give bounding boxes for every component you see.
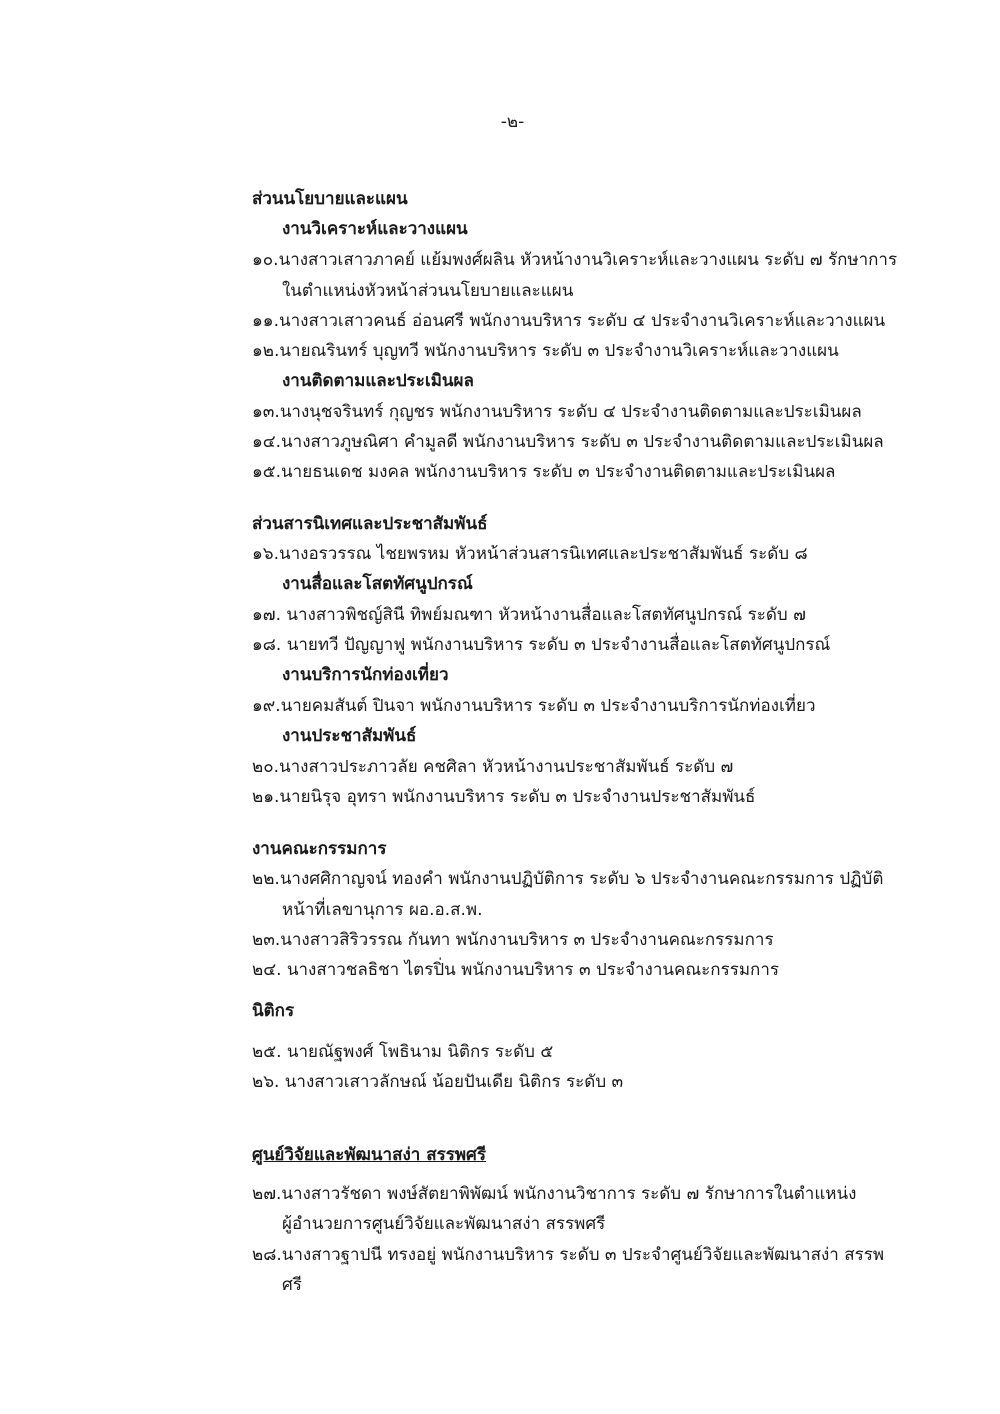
list-item-28-continued: ศรี — [282, 1275, 302, 1295]
page-number: -๒- — [500, 112, 525, 132]
list-item-22-continued: หน้าที่เลขานุการ ผอ.อ.ส.พ. — [282, 900, 483, 920]
list-item-23: ๒๓.นางสาวสิริวรรณ กันทา พนักงานบริหาร ๓ ประจำงานคณะกรรมการ — [252, 930, 774, 950]
list-item-10: ๑๐.นางสาวเสาวภาคย์ แย้มพงศ์ผลิน หัวหน้างานวิเคราะห์และวางแผน ระดับ ๗ รักษาการ — [252, 250, 898, 270]
section-heading-information-pr: ส่วนสารนิเทศและประชาสัมพันธ์ — [252, 514, 488, 534]
list-item-19: ๑๙.นายคมสันต์ ปินจา พนักงานบริหาร ระดับ ๓ ประจำงานบริการนักท่องเที่ยว — [252, 696, 816, 716]
list-item-10-continued: ในตำแหน่งหัวหน้าส่วนนโยบายและแผน — [282, 281, 574, 301]
list-item-13: ๑๓.นางนุชจรินทร์ กุญชร พนักงานบริหาร ระดับ ๔ ประจำงานติดตามและประเมินผล — [252, 402, 862, 422]
list-item-28: ๒๘.นางสาวฐาปนี ทรงอยู่ พนักงานบริหาร ระดับ ๓ ประจำศูนย์วิจัยและพัฒนาสง่า สรรพ — [252, 1245, 885, 1265]
list-item-14: ๑๔.นางสาวภูษณิศา คำมูลดี พนักงานบริหาร ระดับ ๓ ประจำงานติดตามและประเมินผล — [252, 432, 884, 452]
subsection-heading-analysis-planning: งานวิเคราะห์และวางแผน — [282, 219, 468, 239]
list-item-12: ๑๒.นายณรินทร์ บุญทวี พนักงานบริหาร ระดับ ๓ ประจำงานวิเคราะห์และวางแผน — [252, 341, 839, 361]
list-item-17: ๑๗. นางสาวพิชญ์สินี ทิพย์มณฑา หัวหน้างานสื่อและโสตทัศนูปกรณ์ ระดับ ๗ — [252, 605, 806, 625]
list-item-24: ๒๔. นางสาวชลธิชา ไตรปิ่น พนักงานบริหาร ๓ ประจำงานคณะกรรมการ — [252, 960, 780, 980]
list-item-27: ๒๗.นางสาวรัชดา พงษ์สัตยาพิพัฒน์ พนักงานวิชาการ ระดับ ๗ รักษาการในตำแหน่ง — [252, 1184, 857, 1204]
list-item-21: ๒๑.นายนิรุจ อุทรา พนักงานบริหาร ระดับ ๓ ประจำงานประชาสัมพันธ์ — [252, 787, 756, 807]
section-heading-policy-planning: ส่วนนโยบายและแผน — [252, 189, 408, 209]
list-item-22: ๒๒.นางศศิกาญจน์ ทองคำ พนักงานปฏิบัติการ ระดับ ๖ ประจำงานคณะกรรมการ ปฏิบัติ — [252, 869, 884, 889]
list-item-18: ๑๘. นายทวี ปัญญาฟู พนักงานบริหาร ระดับ ๓ ประจำงานสื่อและโสตทัศนูปกรณ์ — [252, 635, 831, 655]
list-item-15: ๑๕.นายธนเดช มงคล พนักงานบริหาร ระดับ ๓ ประจำงานติดตามและประเมินผล — [252, 462, 836, 482]
subsection-heading-monitoring-evaluation: งานติดตามและประเมินผล — [282, 371, 474, 391]
list-item-11: ๑๑.นางสาวเสาวคนธ์ อ่อนศรี พนักงานบริหาร ระดับ ๔ ประจำงานวิเคราะห์และวางแผน — [252, 311, 886, 331]
section-heading-committee: งานคณะกรรมการ — [252, 839, 387, 859]
list-item-20: ๒๐.นางสาวประภาวลัย คชศิลา หัวหน้างานประชาสัมพันธ์ ระดับ ๗ — [252, 757, 734, 777]
section-heading-legal: นิติกร — [252, 1001, 295, 1021]
list-item-27-continued: ผู้อำนวยการศูนย์วิจัยและพัฒนาสง่า สรรพศรี — [282, 1214, 606, 1234]
list-item-16: ๑๖.นางอรวรรณ ไชยพรหม หัวหน้าส่วนสารนิเทศและประชาสัมพันธ์ ระดับ ๘ — [252, 544, 808, 564]
section-heading-research-center: ศูนย์วิจัยและพัฒนาสง่า สรรพศรี — [252, 1145, 486, 1165]
subsection-heading-public-relations: งานประชาสัมพันธ์ — [282, 726, 417, 746]
subsection-heading-media-av: งานสื่อและโสตทัศนูปกรณ์ — [282, 574, 473, 594]
list-item-26: ๒๖. นางสาวเสาวลักษณ์ น้อยปันเดีย นิติกร ระดับ ๓ — [252, 1072, 624, 1092]
subsection-heading-tourist-service: งานบริการนักท่องเที่ยว — [282, 665, 449, 685]
list-item-25: ๒๕. นายณัฐพงศ์ โพธินาม นิติกร ระดับ ๕ — [252, 1042, 554, 1062]
